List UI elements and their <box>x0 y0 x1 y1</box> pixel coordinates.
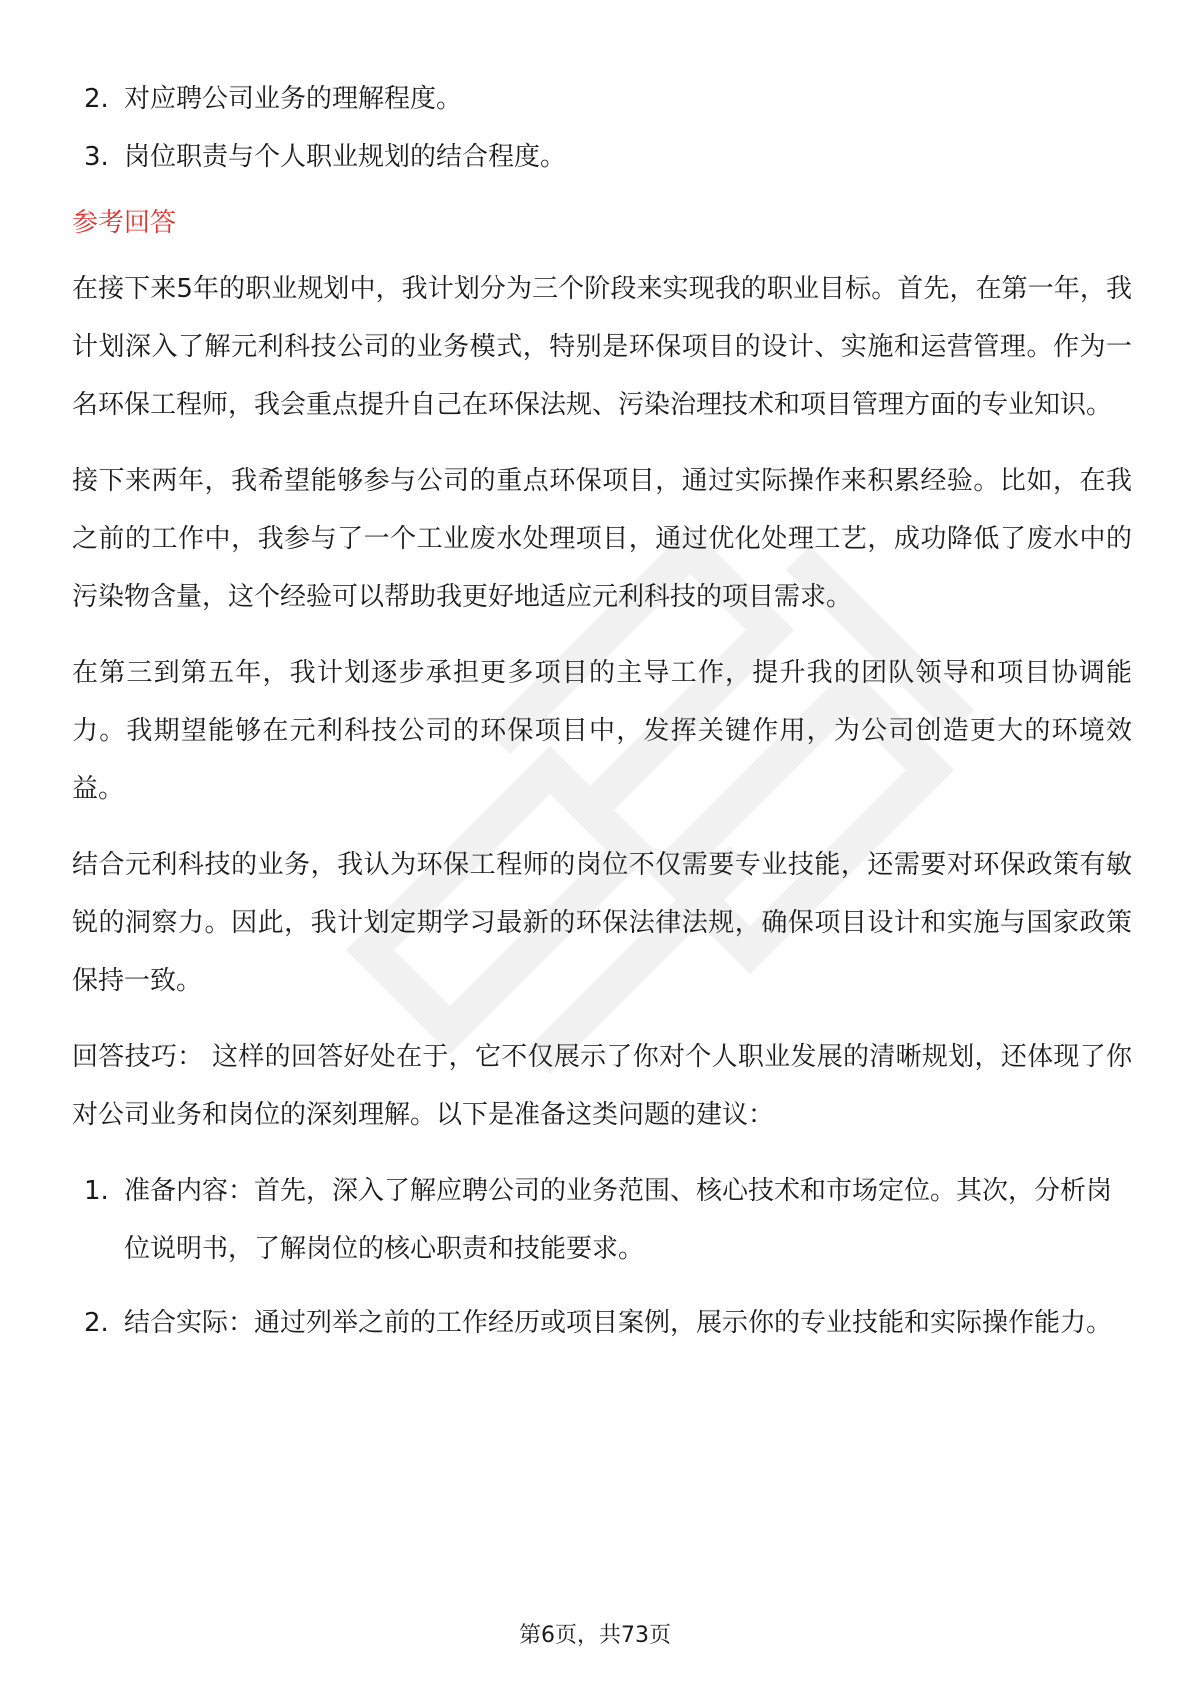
paragraph: 接下来两年，我希望能够参与公司的重点环保项目，通过实际操作来积累经验。比如，在我之前的工作中，我参与了一个工业废水处理项目，通过优化处理工艺，成功降低了废水中的污染物含量，这个经验可以帮助我更好地适应元利科技的项目需求。 <box>72 466 1132 612</box>
list-number: 2. <box>84 84 109 114</box>
paragraph: 结合元利科技的业务，我认为环保工程师的岗位不仅需要专业技能，还需要对环保政策有敏锐的洞察力。因此，我计划定期学习最新的环保法律法规，确保项目设计和实施与国家政策保持一致。 <box>72 850 1132 996</box>
content-area <box>72 70 1132 1368</box>
list-number: 3. <box>84 142 109 172</box>
list-number: 2. <box>84 1308 109 1338</box>
list-item <box>72 70 1132 128</box>
page-footer: 第6页，共73页 <box>519 1623 671 1648</box>
list-text: 对应聘公司业务的理解程度。 <box>124 84 463 114</box>
criteria-list <box>72 70 1132 186</box>
list-text: 岗位职责与个人职业规划的结合程度。 <box>124 142 567 172</box>
list-item <box>72 128 1132 186</box>
tips-list <box>72 1162 1132 1352</box>
list-number: 1. <box>84 1176 109 1206</box>
list-text: 准备内容：首先，深入了解应聘公司的业务范围、核心技术和市场定位。其次，分析岗位说明书，了解岗位的核心职责和技能要求。 <box>124 1176 1113 1264</box>
list-item <box>72 1294 1132 1352</box>
list-item <box>72 1162 1132 1278</box>
section-heading: 参考回答 <box>72 208 177 238</box>
list-text: 结合实际：通过列举之前的工作经历或项目案例，展示你的专业技能和实际操作能力。 <box>124 1308 1113 1338</box>
paragraph: 在接下来5年的职业规划中，我计划分为三个阶段来实现我的职业目标。首先，在第一年，我计划深入了解元利科技公司的业务模式，特别是环保项目的设计、实施和运营管理。作为一名环保工程师，我会重点提升自己在环保法规、污染治理技术和项目管理方面的专业知识。 <box>72 274 1132 420</box>
paragraph: 在第三到第五年，我计划逐步承担更多项目的主导工作，提升我的团队领导和项目协调能力。我期望能够在元利科技公司的环保项目中，发挥关键作用，为公司创造更大的环境效益。 <box>72 658 1132 804</box>
answer-tips-paragraph: 回答技巧： 这样的回答好处在于，它不仅展示了你对个人职业发展的清晰规划，还体现了你对公司业务和岗位的深刻理解。以下是准备这类问题的建议： <box>72 1042 1132 1130</box>
